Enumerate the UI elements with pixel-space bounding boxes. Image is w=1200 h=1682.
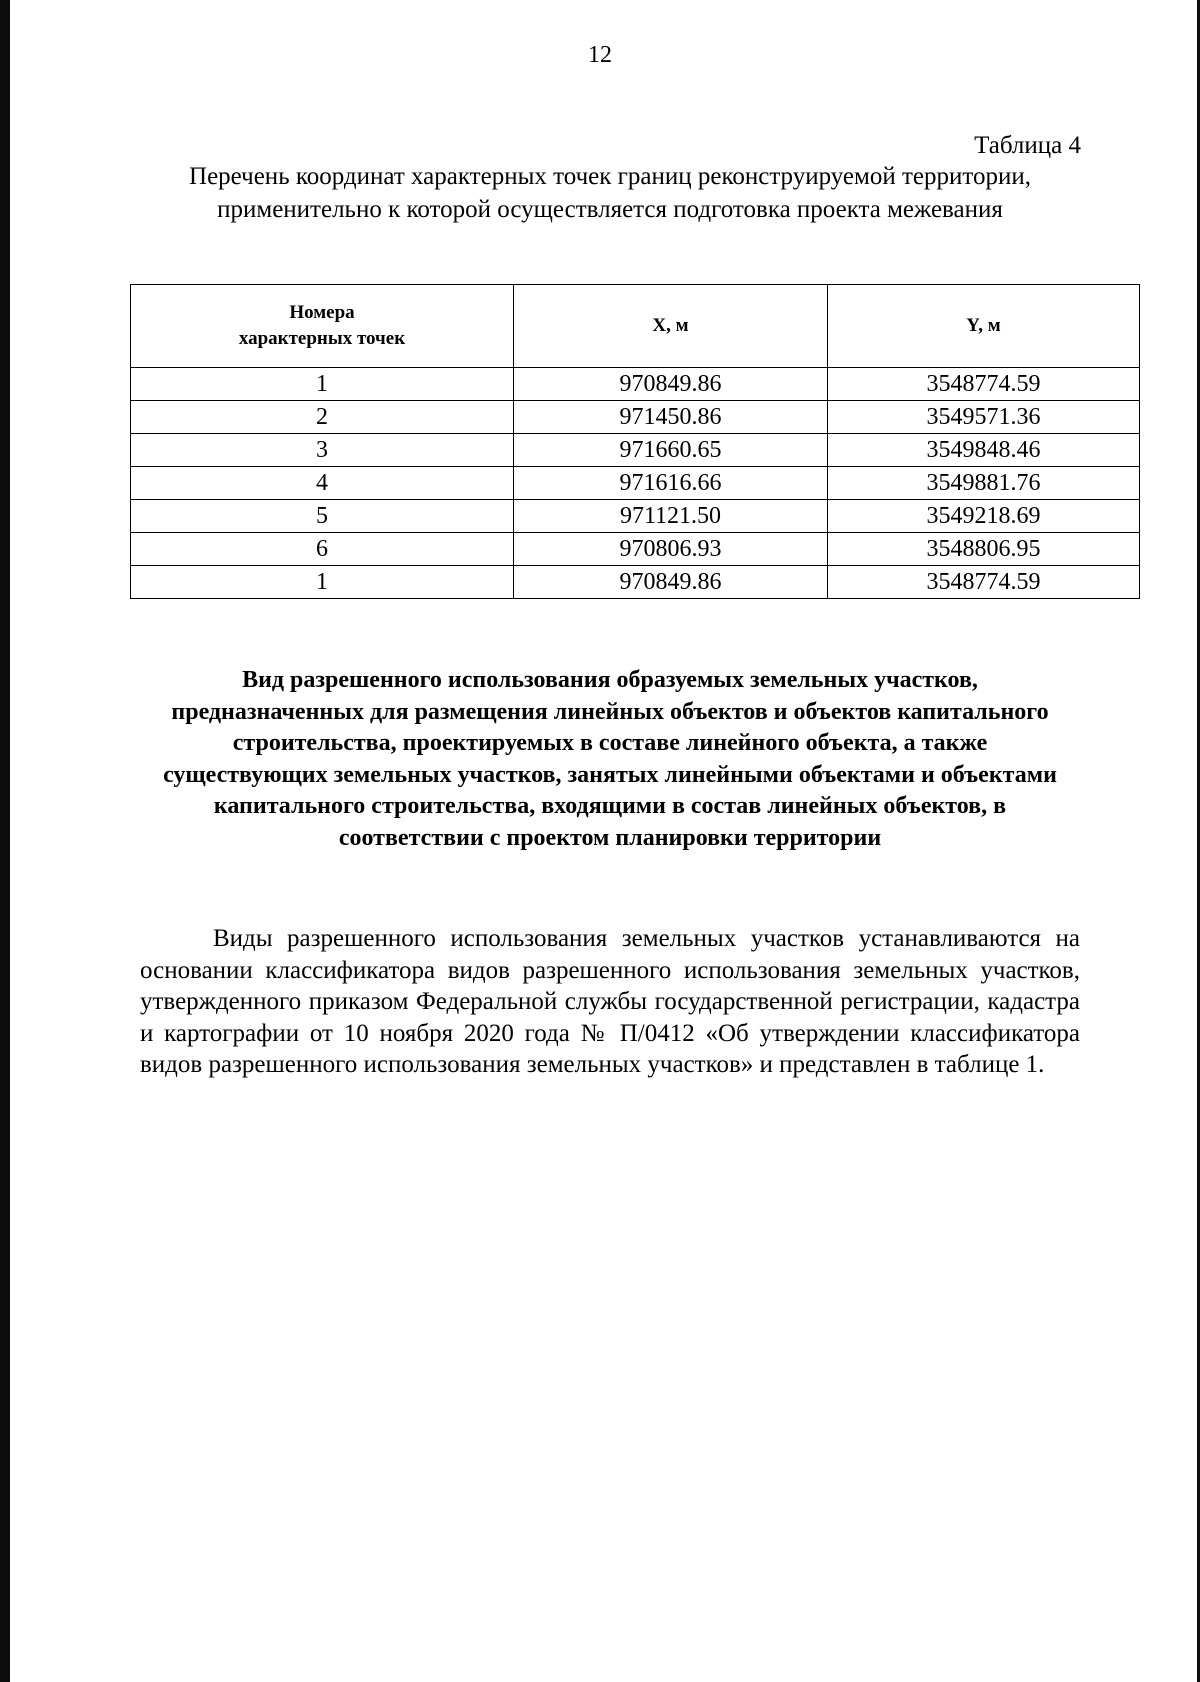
column-header-y: Y, м bbox=[828, 285, 1140, 368]
table-row bbox=[131, 566, 1140, 599]
cell-point-number: 6 bbox=[131, 533, 514, 566]
cell-point-number: 2 bbox=[131, 401, 514, 434]
cell-x: 971450.86 bbox=[514, 401, 828, 434]
cell-point-number: 3 bbox=[131, 434, 514, 467]
cell-point-number: 4 bbox=[131, 467, 514, 500]
table-caption: Перечень координат характерных точек границ реконструируемой территории, применительно к которой осуществляется подготовка проекта межевания bbox=[189, 163, 1031, 223]
table-header-row bbox=[131, 285, 1140, 368]
cell-x: 970806.93 bbox=[514, 533, 828, 566]
cell-x: 971121.50 bbox=[514, 500, 828, 533]
table-row bbox=[131, 401, 1140, 434]
scan-edge-left bbox=[0, 0, 10, 1682]
table-row bbox=[131, 533, 1140, 566]
cell-y: 3549571.36 bbox=[828, 401, 1140, 434]
table-row bbox=[131, 467, 1140, 500]
table-row bbox=[131, 434, 1140, 467]
cell-point-number: 1 bbox=[131, 566, 514, 599]
column-header-point-number bbox=[131, 285, 514, 368]
cell-x: 971660.65 bbox=[514, 434, 828, 467]
page-number: 12 bbox=[588, 42, 612, 68]
cell-y: 3548774.59 bbox=[828, 566, 1140, 599]
cell-y: 3549881.76 bbox=[828, 467, 1140, 500]
table-label: Таблица 4 bbox=[974, 132, 1081, 159]
cell-point-number: 5 bbox=[131, 500, 514, 533]
column-header-x: X, м bbox=[514, 285, 828, 368]
cell-point-number: 1 bbox=[131, 368, 514, 401]
cell-x: 970849.86 bbox=[514, 566, 828, 599]
cell-x: 971616.66 bbox=[514, 467, 828, 500]
table-row bbox=[131, 500, 1140, 533]
cell-y: 3548806.95 bbox=[828, 533, 1140, 566]
coordinates-table bbox=[130, 284, 1140, 599]
cell-y: 3549848.46 bbox=[828, 434, 1140, 467]
cell-y: 3548774.59 bbox=[828, 368, 1140, 401]
section-heading: Вид разрешенного использования образуемых земельных участков, предназначенных для размещения линейных объектов и объектов капитального строительства, проектируемых в составе линейного объекта, а также существующих земельных участков, занятых линейными объектами и объектами капитального строительства, входящими в состав линейных объектов, в соответствии с проектом планировки территории bbox=[163, 667, 1057, 851]
cell-y: 3549218.69 bbox=[828, 500, 1140, 533]
column-header-point-number-label: Номера характерных точек bbox=[238, 302, 406, 349]
cell-x: 970849.86 bbox=[514, 368, 828, 401]
table-row bbox=[131, 368, 1140, 401]
body-paragraph: Виды разрешенного использования земельных участков устанавливаются на основании классификатора видов разрешенного использования земельных участков, утвержденного приказом Федеральной службы государственной регистрации, кадастра и картографии от 10 ноября 2020 года № П/0412 «Об утверждении классификатора видов разрешенного использования земельных участков» и представлен в таблице 1. bbox=[140, 925, 1080, 1078]
